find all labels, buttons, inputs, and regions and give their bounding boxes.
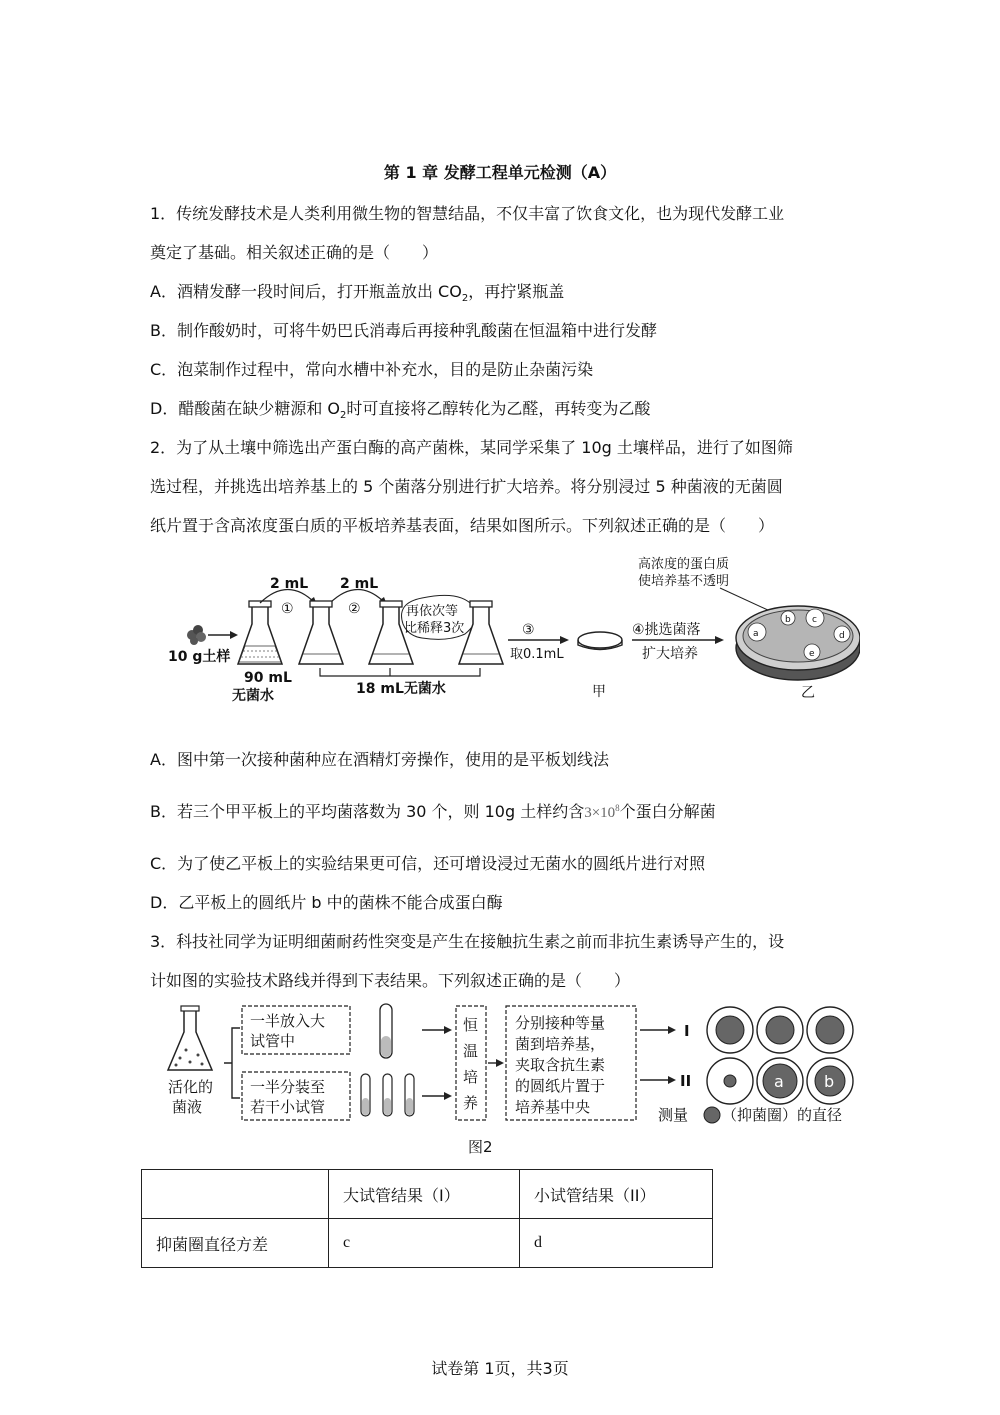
- q3-experiment-figure: [160, 1000, 860, 1160]
- q2-option-d[interactable]: D．乙平板上的圆纸片 b 中的菌株不能合成蛋白酶: [150, 893, 503, 912]
- q3-stem-line2: 计如图的实验技术路线并得到下表结果。下列叙述正确的是（ ）: [150, 971, 631, 990]
- step1-label: ①: [281, 601, 294, 617]
- table-header-row: [142, 1170, 713, 1219]
- q1-stem-line1: 1．传统发酵技术是人类利用微生物的智慧结晶，不仅丰富了饮食文化，也为现代发酵工业: [150, 204, 785, 223]
- transfer2-label: 2 mL: [340, 576, 379, 592]
- q1-option-c[interactable]: C．泡菜制作过程中，常向水槽中补充水，目的是防止杂菌污染: [150, 360, 594, 379]
- q2-stem-line1: 2．为了从土壤中筛选出产蛋白酶的高产菌株，某同学采集了 10g 土壤样品，进行了如图筛: [150, 438, 793, 457]
- figure-caption: 图2: [468, 1138, 493, 1156]
- q1-option-a-sub: 2: [461, 293, 469, 305]
- proc-line4: 的圆纸片置于: [515, 1077, 606, 1095]
- row1-plates-icon: [707, 1007, 853, 1053]
- plate-yi-icon: [736, 606, 860, 680]
- q1-option-b[interactable]: B．制作酸奶时，可将牛奶巴氏消毒后再接种乳酸菌在恒温箱中进行发酵: [150, 321, 657, 340]
- proc-line2: 菌到培养基，: [515, 1035, 606, 1053]
- q2-stem-line3: 纸片置于含高浓度蛋白质的平板培养基表面，结果如图所示。下列叙述正确的是（ ）: [150, 516, 775, 535]
- plate-jia-label: 甲: [592, 684, 606, 700]
- table-header-cell: 小试管结果（II）: [520, 1170, 713, 1219]
- water18-label: 18 mL无菌水: [356, 681, 446, 697]
- repeat-line1: 再依次等: [406, 604, 459, 619]
- small-tubes-icon: [361, 1074, 414, 1116]
- table-row: [142, 1219, 713, 1268]
- row1-label: I: [684, 1022, 690, 1040]
- transfer1-label: 2 mL: [270, 576, 309, 592]
- row2-label: II: [680, 1072, 692, 1090]
- q2-dilution-figure: [160, 548, 860, 708]
- page-footer: 试卷第 1页，共3页: [431, 1359, 569, 1378]
- step4-label: ④挑选菌落: [632, 622, 701, 638]
- proc-line5: 培养基中央: [515, 1098, 591, 1116]
- water90-line1: 90 mL: [244, 670, 292, 686]
- proc-line1: 分别接种等量: [515, 1014, 606, 1032]
- q1-stem-line2: 奠定了基础。相关叙述正确的是（ ）: [150, 243, 439, 262]
- box2-line2: 若干小试管: [250, 1098, 326, 1116]
- page-title: 第 1 章 发酵工程单元检测（A）: [383, 163, 617, 182]
- plate-jia-icon: [578, 632, 622, 650]
- q1-option-d-text: D．醋酸菌在缺少糖源和 O: [150, 399, 341, 418]
- culture-line1: 活化的: [168, 1078, 214, 1096]
- repeat-line2: 比稀释3次: [404, 621, 465, 636]
- large-tube-icon: [380, 1004, 392, 1058]
- zone-icon: [704, 1107, 720, 1123]
- step3-label: ③: [522, 622, 535, 638]
- measure-pre: 测量: [658, 1106, 689, 1124]
- soil-label: 10 g土样: [168, 649, 231, 665]
- table-header-cell: 大试管结果（I）: [329, 1170, 520, 1219]
- expand-label: 扩大培养: [642, 646, 698, 662]
- flask-90ml-icon: [238, 601, 282, 664]
- culture-line2: 菌液: [172, 1098, 203, 1116]
- q1-option-d-sub: 2: [340, 410, 347, 422]
- q2-option-b-text: B．若三个甲平板上的平均菌落数为 30 个，则 10g 土样约含: [150, 802, 585, 821]
- q2-option-a[interactable]: A．图中第一次接种菌种应在酒精灯旁操作，使用的是平板划线法: [150, 750, 609, 769]
- culture-flask-icon: [168, 1006, 212, 1070]
- disc-c-label: c: [812, 615, 817, 625]
- proc-line3: 夹取含抗生素: [515, 1056, 606, 1074]
- q1-option-a[interactable]: [150, 279, 564, 304]
- plate-yi-label: 乙: [801, 685, 815, 701]
- q2-option-b[interactable]: [150, 799, 716, 822]
- q1-option-d[interactable]: [150, 396, 650, 421]
- soil-sample-icon: [187, 625, 206, 645]
- plate-a-label: a: [774, 1072, 784, 1091]
- table-cell: c: [329, 1219, 520, 1268]
- take-label: 取0.1mL: [510, 647, 564, 662]
- protein-line2: 使培养基不透明: [638, 574, 730, 589]
- q3-stem-line1: 3．科技社同学为证明细菌耐药性突变是产生在接触抗生素之前而非抗生素诱导产生的，设: [150, 932, 785, 951]
- q2-stem-line2: 选过程，并挑选出培养基上的 5 个菌落分别进行扩大培养。将分别浸过 5 种菌液的无菌圆: [150, 477, 783, 496]
- q1-option-d-tail: 时可直接将乙醇转化为乙醛，再转变为乙酸: [346, 399, 651, 418]
- q2-option-c[interactable]: C．为了使乙平板上的实验结果更可信，还可增设浸过无菌水的圆纸片进行对照: [150, 854, 706, 873]
- results-table: [141, 1169, 713, 1268]
- table-cell: 抑菌圈直径方差: [142, 1219, 329, 1268]
- disc-d-label: d: [839, 631, 845, 641]
- incubate-char2: 温: [463, 1042, 479, 1060]
- disc-e-label: e: [809, 649, 815, 659]
- table-header-cell: [142, 1170, 329, 1219]
- box2-line1: 一半分装至: [250, 1078, 326, 1096]
- q2-option-b-math: $3\times 10^8$: [584, 803, 620, 821]
- water90-line2: 无菌水: [232, 688, 274, 704]
- q1-option-a-tail: ，再拧紧瓶盖: [468, 282, 565, 301]
- incubate-char4: 养: [463, 1094, 479, 1112]
- q2-option-b-tail: 个蛋白分解菌: [619, 802, 716, 821]
- disc-a-label: a: [753, 629, 759, 639]
- table-cell: d: [520, 1219, 713, 1268]
- incubate-char1: 恒: [463, 1016, 479, 1034]
- box1-line2: 试管中: [250, 1032, 296, 1050]
- disc-b-label: b: [785, 615, 791, 625]
- plate-b-label: b: [824, 1072, 835, 1091]
- incubate-char3: 培: [463, 1068, 479, 1086]
- measure-post: （抑菌圈）的直径: [722, 1106, 843, 1124]
- q1-option-a-text: A．酒精发酵一段时间后，打开瓶盖放出 CO: [150, 282, 462, 301]
- flask-2-icon: [299, 601, 343, 664]
- protein-line1: 高浓度的蛋白质: [638, 557, 730, 572]
- step2-label: ②: [348, 601, 361, 617]
- box1-line1: 一半放入大: [250, 1012, 326, 1030]
